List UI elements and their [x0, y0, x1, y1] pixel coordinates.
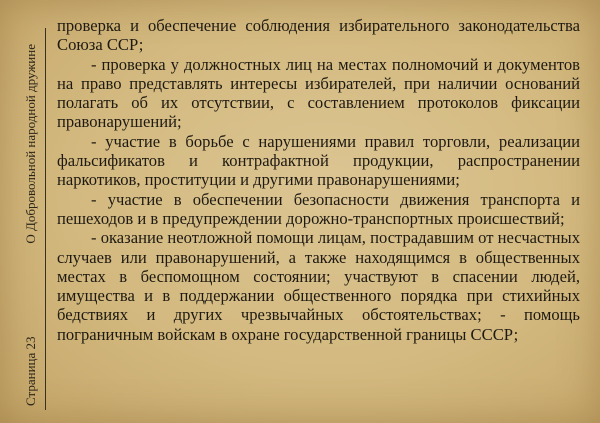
margin-rule	[45, 28, 46, 410]
side-margin	[18, 18, 44, 408]
paragraph: - участие в борьбе с нарушениями правил торговли, реализации фальсификатов и контрафактной продукции, распространении наркотиков, проституции и другими правонарушениями;	[57, 131, 580, 190]
paragraph: - проверка у должностных лиц на местах полномочий и документов на право представлять интересы избирателей, при наличии оснований полагать об их отсутствии, с составлением протоколов фиксации правонарушений;	[57, 54, 580, 132]
paragraph: - оказание неотложной помощи лицам, пострадавшим от несчастных случаев или правонарушений, а также находящимся в общественных местах в беспомощном состоянии; участвуют в спасении людей, имущества и в поддержании общественного порядка при стихийных бедствиях и других чрезвычайных обстоятельствах; - помощь пограничным войскам в охране государственной границы СССР;	[57, 228, 580, 344]
running-title: О Добровольной народной дружине	[23, 44, 38, 244]
page-number-label: Страница 23	[23, 336, 38, 406]
side-caption	[18, 18, 44, 408]
document-body	[57, 16, 580, 344]
paragraph: - участие в обеспечении безопасности движения транспорта и пешеходов и в предупреждении дорожно-транспортных происшествий;	[57, 189, 580, 228]
paragraph: проверка и обеспечение соблюдения избирательного законодательства Союза ССР;	[57, 16, 580, 55]
